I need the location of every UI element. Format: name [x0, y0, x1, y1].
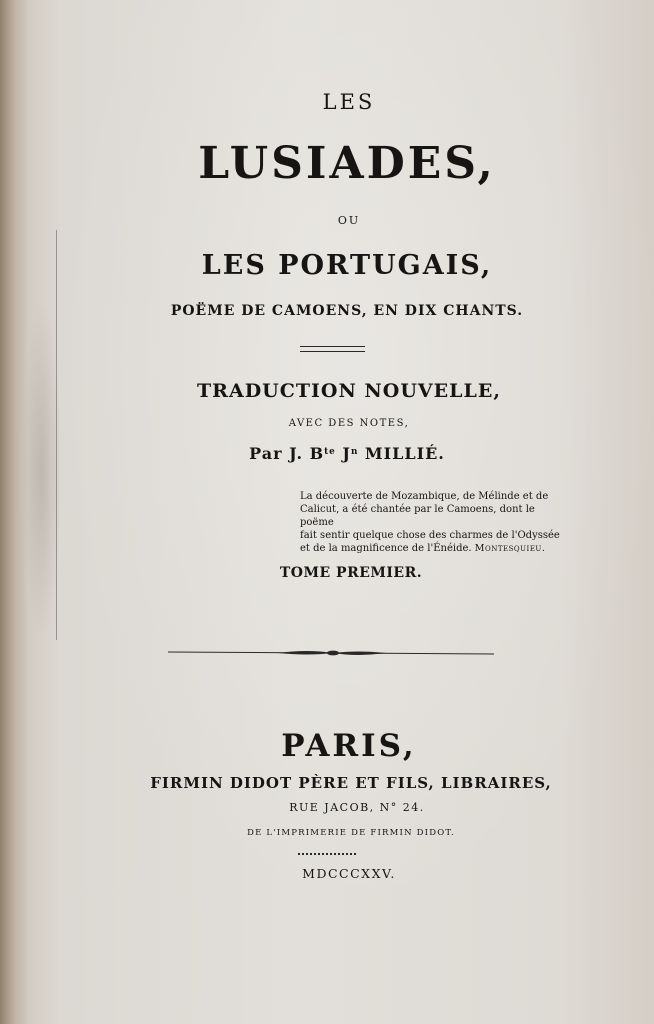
title-lusiades: LUSIADES, — [198, 138, 496, 189]
ornamental-rule — [168, 646, 494, 660]
translator-sup-2: n — [350, 447, 359, 458]
translator-prefix: Par — [249, 444, 283, 463]
imprint-year: MDCCCXXV. — [302, 866, 396, 881]
double-rule-divider — [300, 346, 365, 352]
volume-label: TOME PREMIER. — [279, 565, 423, 581]
title-les: LES — [322, 90, 376, 114]
notes-line: AVEC DES NOTES, — [288, 418, 410, 429]
epigraph-line: Calicut, a été chantée par le Camoens, dont le poëme — [300, 504, 535, 528]
imprint-address: RUE JACOB, N° 24. — [289, 801, 425, 814]
epigraph-line: fait sentir quelque chose des charmes de l'Odyssée — [300, 530, 560, 541]
translation-line: TRADUCTION NOUVELLE, — [197, 380, 501, 402]
translator-sup-1: te — [324, 447, 336, 458]
epigraph-author: Montesquieu. — [474, 543, 546, 554]
translator-name-part-2: J — [342, 444, 351, 463]
title-ou: OU — [337, 214, 361, 227]
translator-line — [20, 444, 654, 463]
imprint-printer: DE L'IMPRIMERIE DE FIRMIN DIDOT. — [247, 828, 455, 838]
epigraph-line: et de la magnificence de l'Énéide. — [300, 543, 472, 554]
subtitle-poeme: POËME DE CAMOENS, EN DIX CHANTS. — [170, 303, 524, 319]
dotted-rule — [298, 853, 356, 858]
translator-name-part-3: MILLIÉ. — [364, 444, 445, 463]
imprint-city: PARIS, — [281, 728, 417, 764]
title-portugais: LES PORTUGAIS, — [201, 250, 493, 281]
epigraph-line: La découverte de Mozambique, de Mélinde et de — [300, 491, 549, 502]
epigraph — [300, 490, 560, 555]
epigraph-line-last — [300, 542, 560, 555]
translator-name-part-1: J. B — [289, 444, 325, 463]
imprint-publisher: FIRMIN DIDOT PÈRE ET FILS, LIBRAIRES, — [150, 774, 552, 792]
